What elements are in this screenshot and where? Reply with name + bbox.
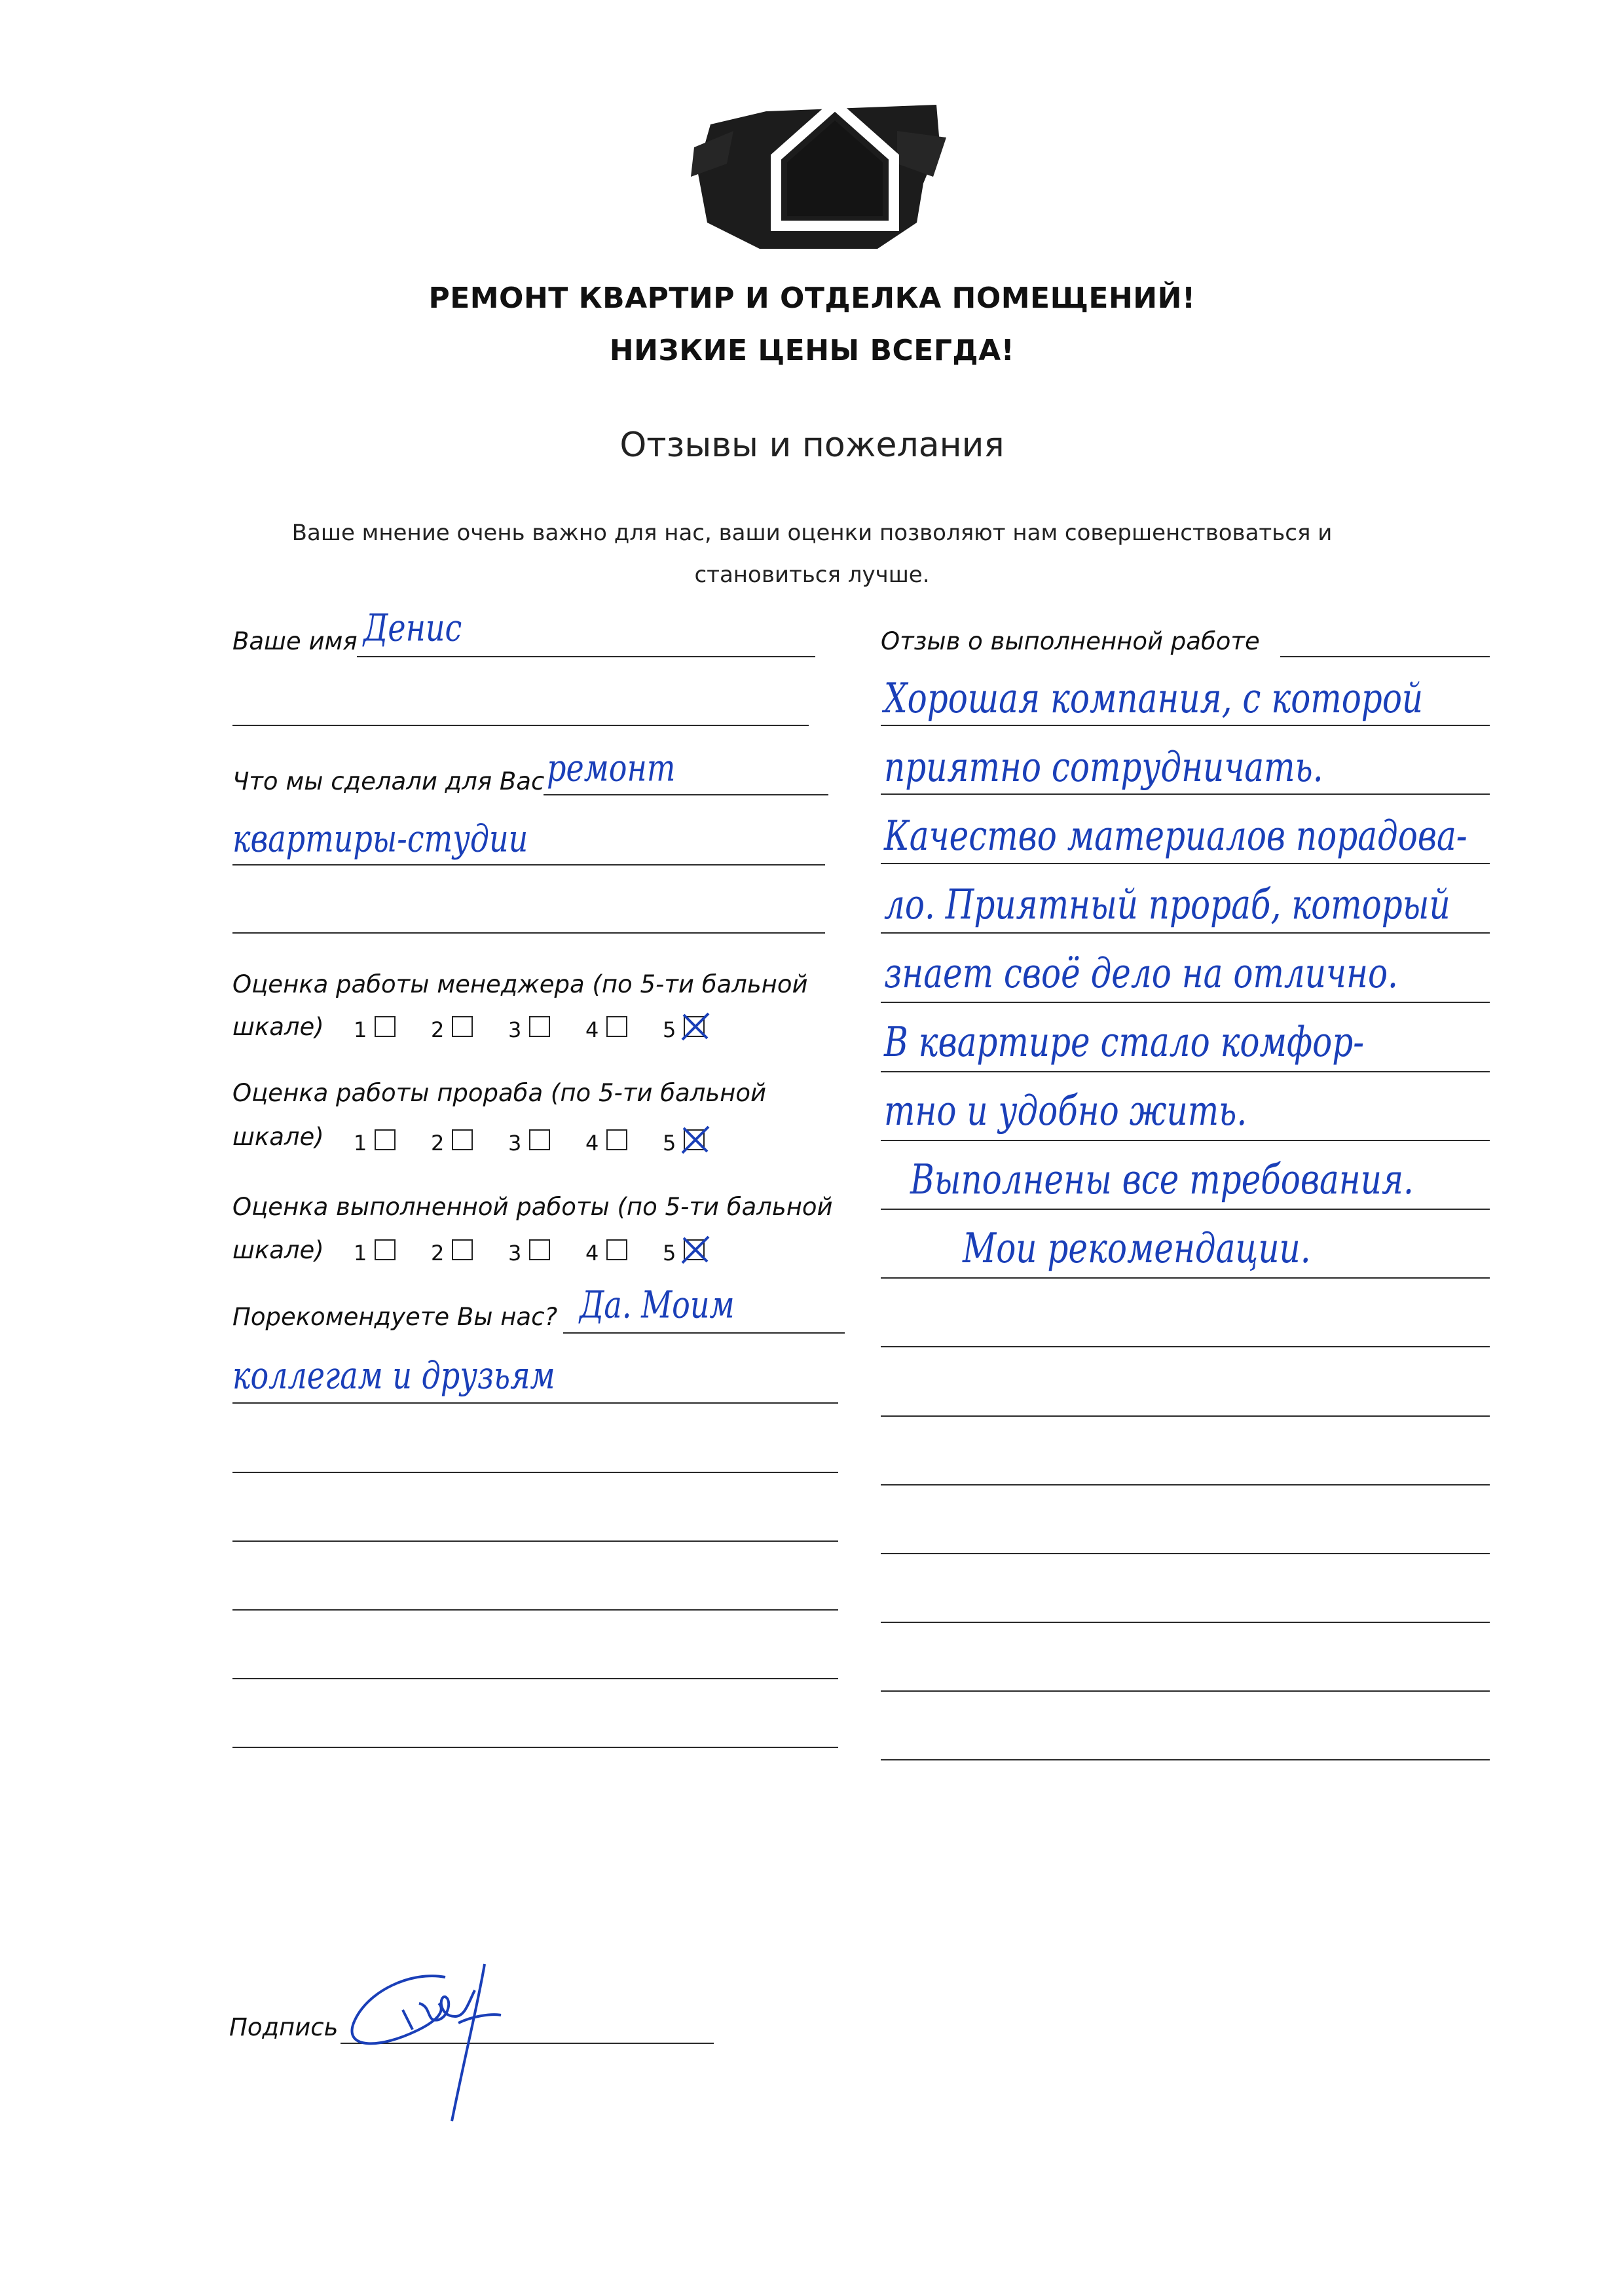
review-rule-16 bbox=[881, 1759, 1490, 1760]
work-line-3 bbox=[232, 932, 825, 934]
cross-mark-icon bbox=[680, 1011, 711, 1042]
checkbox[interactable] bbox=[375, 1016, 396, 1037]
work-field-line-2[interactable]: квартиры-студии bbox=[232, 816, 528, 860]
rating-manager-label: Оценка работы менеджера (по 5-ти бальной bbox=[232, 970, 808, 998]
review-line-4[interactable]: ло. Приятный прораб, который bbox=[884, 881, 1450, 928]
checkbox[interactable] bbox=[529, 1239, 550, 1260]
review-rule-11 bbox=[881, 1415, 1490, 1417]
review-label: Отзыв о выполненной работе bbox=[881, 627, 1260, 655]
rating-foreman-scale: 1 2 3 4 5 bbox=[354, 1129, 733, 1158]
recommend-field-line-2[interactable]: коллегам и друзьям bbox=[232, 1353, 555, 1397]
recommend-line-2 bbox=[232, 1402, 838, 1404]
review-rule-13 bbox=[881, 1553, 1490, 1554]
left-blank-line-3 bbox=[232, 1609, 838, 1611]
rating-manager-scale: 1 2 3 4 5 bbox=[354, 1016, 733, 1045]
review-rule-15 bbox=[881, 1690, 1490, 1692]
review-line-9[interactable]: Мои рекомендации. bbox=[963, 1224, 1311, 1272]
review-line-2[interactable]: приятно сотрудничать. bbox=[884, 743, 1323, 791]
review-rule-7 bbox=[881, 1140, 1490, 1141]
signature-image[interactable] bbox=[341, 1951, 511, 2134]
left-blank-line-1 bbox=[232, 1472, 838, 1473]
headline-line-2: НИЗКИЕ ЦЕНЫ ВСЕГДА! bbox=[609, 334, 1015, 367]
review-rule-12 bbox=[881, 1484, 1490, 1485]
checkbox[interactable] bbox=[606, 1016, 627, 1037]
rating-work-label: Оценка выполненной работы (по 5-ти бальной bbox=[232, 1193, 833, 1221]
checkbox[interactable] bbox=[452, 1016, 473, 1037]
review-rule-10 bbox=[881, 1346, 1490, 1347]
intro-line-1: Ваше мнение очень важно для нас, ваши оценки позволяют нам совершенствоваться и bbox=[291, 520, 1333, 546]
intro-line-2: становиться лучше. bbox=[694, 562, 930, 588]
review-rule-2 bbox=[881, 793, 1490, 795]
review-label-line bbox=[1280, 656, 1490, 657]
work-line-1 bbox=[544, 794, 828, 795]
recommend-line-1 bbox=[563, 1332, 845, 1334]
review-line-5[interactable]: знает своё дело на отлично. bbox=[884, 949, 1398, 997]
work-line-2 bbox=[232, 864, 825, 866]
left-blank-line-5 bbox=[232, 1747, 838, 1748]
review-rule-3 bbox=[881, 863, 1490, 864]
name-label: Ваше имя bbox=[232, 627, 358, 655]
review-rule-6 bbox=[881, 1071, 1490, 1072]
company-logo bbox=[681, 85, 956, 255]
checkbox[interactable] bbox=[529, 1016, 550, 1037]
checkbox[interactable] bbox=[606, 1129, 627, 1150]
review-rule-4 bbox=[881, 932, 1490, 934]
house-icon bbox=[681, 85, 956, 255]
checkbox[interactable] bbox=[529, 1129, 550, 1150]
review-rule-9 bbox=[881, 1277, 1490, 1279]
recommend-field-line-1[interactable]: Да. Моим bbox=[580, 1282, 735, 1326]
checkbox[interactable] bbox=[375, 1239, 396, 1260]
name-extra-line bbox=[232, 725, 809, 726]
left-blank-line-2 bbox=[232, 1540, 838, 1542]
left-blank-line-4 bbox=[232, 1678, 838, 1679]
review-rule-5 bbox=[881, 1002, 1490, 1003]
checkbox[interactable] bbox=[375, 1129, 396, 1150]
review-line-3[interactable]: Качество материалов порадова- bbox=[884, 812, 1467, 860]
review-line-8[interactable]: Выполнены все требования. bbox=[910, 1156, 1414, 1203]
review-line-6[interactable]: В квартире стало комфор- bbox=[884, 1018, 1365, 1066]
review-rule-1 bbox=[881, 725, 1490, 726]
review-line-7[interactable]: тно и удобно жить. bbox=[884, 1087, 1247, 1135]
checkbox[interactable] bbox=[606, 1239, 627, 1260]
page-title: Отзывы и пожелания bbox=[619, 426, 1005, 465]
review-rule-8 bbox=[881, 1209, 1490, 1210]
rating-foreman-label: Оценка работы прораба (по 5-ти бальной bbox=[232, 1079, 767, 1107]
work-label: Что мы сделали для Вас bbox=[232, 767, 545, 795]
cross-mark-icon bbox=[680, 1234, 711, 1266]
rating-work-label-2: шкале) bbox=[232, 1236, 324, 1264]
review-rule-14 bbox=[881, 1622, 1490, 1623]
name-field[interactable]: Денис bbox=[363, 605, 462, 649]
cross-mark-icon bbox=[680, 1124, 711, 1156]
work-field-line-1[interactable]: ремонт bbox=[547, 745, 676, 790]
name-line bbox=[357, 656, 815, 657]
rating-foreman-label-2: шкале) bbox=[232, 1123, 324, 1151]
signature-label: Подпись bbox=[229, 2013, 339, 2041]
checkbox[interactable] bbox=[452, 1129, 473, 1150]
rating-work-scale: 1 2 3 4 5 bbox=[354, 1239, 733, 1268]
recommend-label: Порекомендуете Вы нас? bbox=[232, 1303, 558, 1331]
headline-line-1: РЕМОНТ КВАРТИР И ОТДЕЛКА ПОМЕЩЕНИЙ! bbox=[428, 282, 1196, 315]
rating-manager-label-2: шкале) bbox=[232, 1013, 324, 1041]
checkbox[interactable] bbox=[452, 1239, 473, 1260]
review-line-1[interactable]: Хорошая компания, с которой bbox=[884, 674, 1424, 722]
